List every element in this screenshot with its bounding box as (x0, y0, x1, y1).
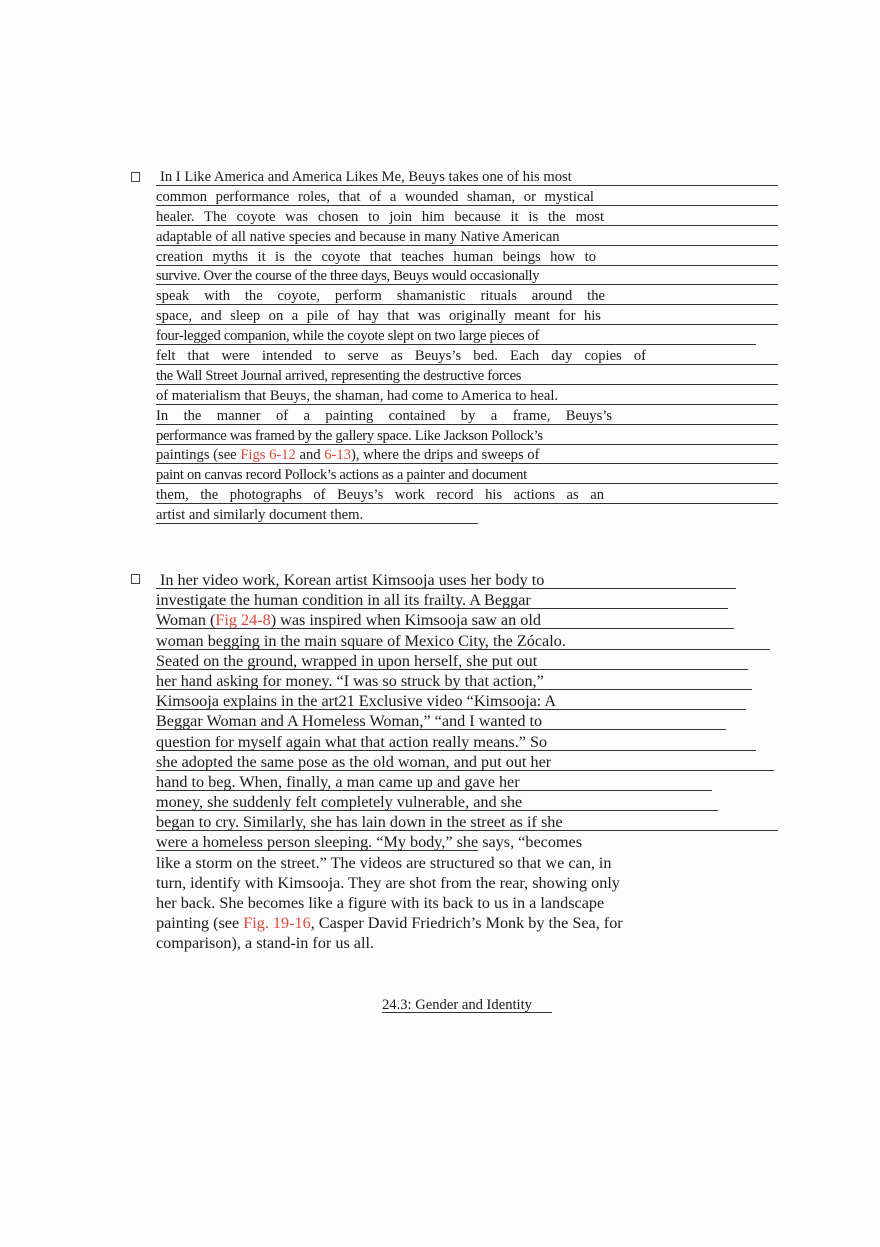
text-line: were a homeless person sleeping. “My body,” she says, “becomes (156, 832, 778, 852)
text-line: them, the photographs of Beuys’s work record his actions as an (156, 486, 778, 506)
bullet-icon (131, 574, 140, 584)
text-line: healer. The coyote was chosen to join him because it is the most (156, 208, 778, 228)
text-line: space, and sleep on a pile of hay that was originally meant for his (156, 307, 778, 327)
bullet-icon (131, 172, 140, 182)
text-line: Seated on the ground, wrapped in upon herself, she put out (156, 651, 778, 671)
text-line: artist and similarly document them. (156, 506, 778, 526)
section-heading: 24.3: Gender and Identity (382, 996, 552, 1014)
text-line: Kimsooja explains in the art21 Exclusive video “Kimsooja: A (156, 691, 778, 711)
figure-reference-link[interactable]: Fig. 19-16 (243, 914, 311, 933)
text-line: her hand asking for money. “I was so struck by that action,” (156, 671, 778, 691)
text-line: paintings (see Figs 6-12 and 6-13), where the drips and sweeps of (156, 446, 778, 466)
text-line: her back. She becomes like a figure with its back to us in a landscape (156, 894, 605, 912)
text-line: felt that were intended to serve as Beuys’s bed. Each day copies of (156, 347, 778, 367)
text-line: adaptable of all native species and because in many Native American (156, 228, 778, 248)
text-line: performance was framed by the gallery space. Like Jackson Pollock’s (156, 427, 778, 447)
text-line: question for myself again what that action really means.” So (156, 732, 778, 752)
text-line: the Wall Street Journal arrived, representing the destructive forces (156, 367, 778, 387)
text-line: creation myths it is the coyote that teaches human beings how to (156, 248, 778, 268)
text-line: began to cry. Similarly, she has lain down in the street as if she (156, 812, 778, 832)
text-line: investigate the human condition in all its frailty. A Beggar (156, 590, 778, 610)
figure-reference-link[interactable]: 6-13 (324, 447, 351, 464)
figure-reference-link[interactable]: Figs 6-12 (240, 447, 296, 464)
text-line: In the manner of a painting contained by a frame, Beuys’s (156, 407, 778, 427)
text-line: hand to beg. When, finally, a man came up and gave her (156, 772, 778, 792)
text-line: of materialism that Beuys, the shaman, had come to America to heal. (156, 387, 778, 407)
paragraph-kimsooja (156, 570, 778, 954)
text-line: four-legged companion, while the coyote slept on two large pieces of (156, 327, 778, 347)
text-line: painting (see Fig. 19-16, Casper David Friedrich’s Monk by the Sea, for (156, 914, 623, 933)
paragraph-beuys (156, 168, 778, 526)
text-line: survive. Over the course of the three days, Beuys would occasionally (156, 267, 778, 287)
text-line: money, she suddenly felt completely vulnerable, and she (156, 792, 778, 812)
text-line: speak with the coyote, perform shamanistic rituals around the (156, 287, 778, 307)
text-line: common performance roles, that of a wounded shaman, or mystical (156, 188, 778, 208)
text-line: woman begging in the main square of Mexico City, the Zócalo. (156, 631, 778, 651)
text-line: In I Like America and America Likes Me, Beuys takes one of his most (156, 168, 778, 188)
text-line: she adopted the same pose as the old woman, and put out her (156, 752, 778, 772)
figure-reference-link[interactable]: Fig 24-8 (215, 611, 271, 630)
text-line: comparison), a stand-in for us all. (156, 934, 375, 953)
text-line: Woman (Fig 24-8) was inspired when Kimsooja saw an old (156, 610, 778, 630)
text-line: Beggar Woman and A Homeless Woman,” “and I wanted to (156, 711, 778, 731)
text-line: paint on canvas record Pollock’s actions as a painter and document (156, 466, 778, 486)
text-line: like a storm on the street.” The videos are structured so that we can, in (156, 853, 612, 872)
text-line: In her video work, Korean artist Kimsooja uses her body to (156, 570, 778, 590)
text-line: turn, identify with Kimsooja. They are shot from the rear, showing only (156, 873, 620, 892)
